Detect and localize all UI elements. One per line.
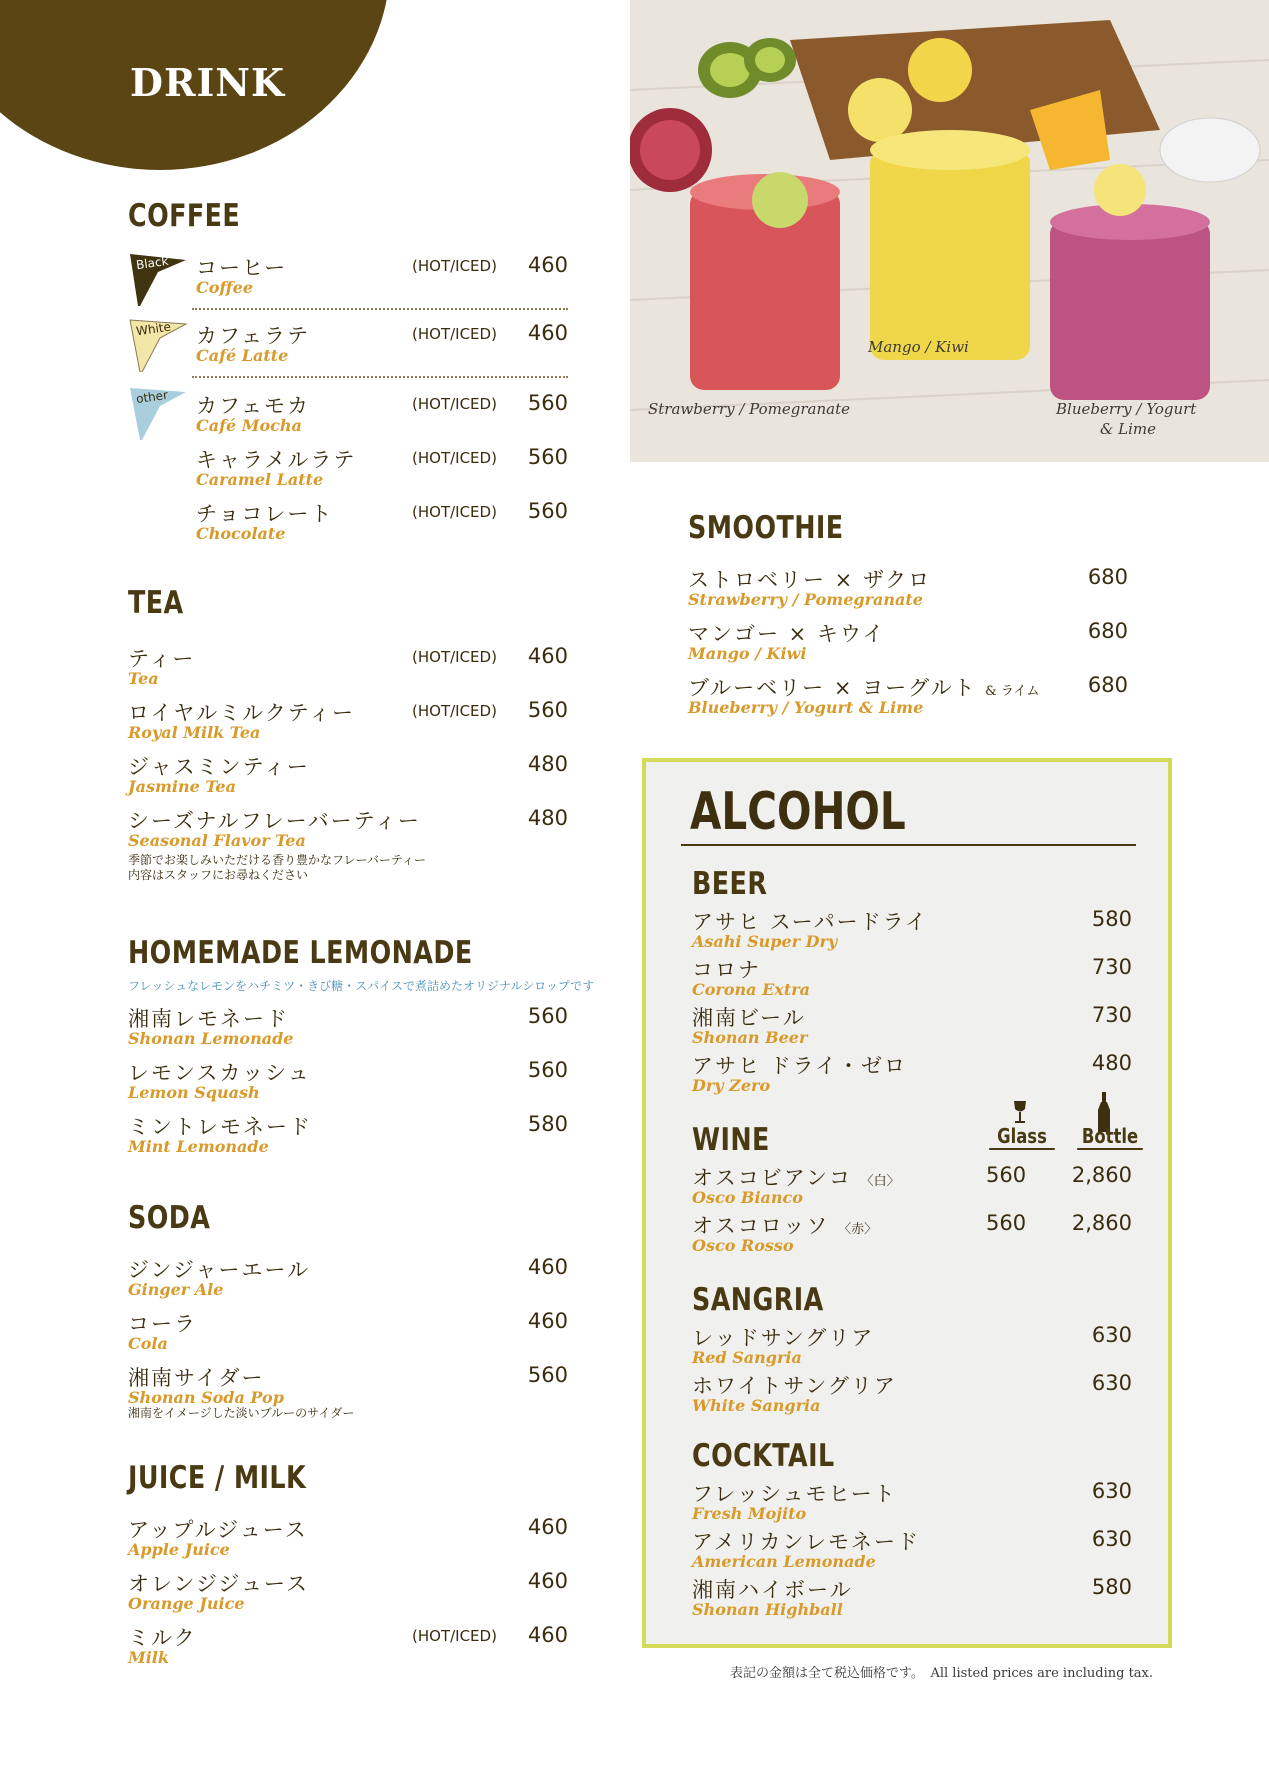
list-item (128, 1514, 568, 1568)
item-bottle-price: 2,860 (1071, 1211, 1132, 1235)
soda-list (128, 1254, 568, 1421)
item-en: American Lemonade (692, 1552, 876, 1571)
item-temp: (HOT/ICED) (412, 648, 497, 666)
item-price: 460 (527, 1515, 568, 1539)
caption-blueberry: Blueberry / Yogurt (1056, 400, 1197, 418)
juice-title: JUICE / MILK (128, 1460, 307, 1496)
item-jp: アサヒ ドライ・ゼロ (692, 1054, 908, 1078)
item-jp: 湘南ビール (692, 1006, 806, 1030)
caption-mango: Mango / Kiwi (868, 338, 969, 356)
list-item (688, 618, 1128, 672)
item-jp: 湘南レモネード (128, 1007, 289, 1031)
col-bottle: Bottle (1077, 1124, 1143, 1150)
item-price: 680 (1087, 565, 1128, 589)
item-en: Strawberry / Pomegranate (688, 590, 923, 609)
alcohol-title: ALCOHOL (690, 782, 906, 842)
item-en: Apple Juice (128, 1540, 230, 1559)
juice-list (128, 1514, 568, 1676)
item-jp: フレッシュモヒート (692, 1482, 897, 1506)
item-en: Café Latte (196, 346, 289, 365)
soda-section (128, 1200, 568, 1420)
list-item (692, 1050, 1132, 1098)
list-item (128, 805, 568, 859)
cocktail-section (692, 1438, 1132, 1622)
item-jp: コーラ (128, 1312, 197, 1336)
item-price: 560 (527, 499, 568, 523)
item-jp: ストロベリー × ザクロ (688, 568, 932, 592)
item-en: Shonan Beer (692, 1028, 808, 1047)
tea-title: TEA (128, 585, 184, 621)
item-jp: コロナ (692, 958, 761, 982)
coffee-section (128, 198, 568, 543)
list-item (692, 1370, 1132, 1418)
item-price: 560 (527, 445, 568, 469)
item-en: Dry Zero (692, 1076, 771, 1095)
item-jp: カフェモカ (196, 394, 310, 418)
item-en: Shonan Highball (692, 1600, 843, 1619)
item-jp-main: ブルーベリー × ヨーグルト (688, 676, 977, 700)
item-jp: ホワイトサングリア (692, 1374, 897, 1398)
list-item (128, 1622, 568, 1676)
juice-section (128, 1460, 568, 1667)
coffee-title: COFFEE (128, 198, 241, 234)
list-item (196, 252, 568, 306)
list-item (688, 672, 1128, 726)
item-bottle-price: 2,860 (1071, 1163, 1132, 1187)
item-price: 630 (1091, 1371, 1132, 1395)
item-price: 460 (527, 1623, 568, 1647)
smoothie-title: SMOOTHIE (688, 510, 844, 546)
item-en: Corona Extra (692, 980, 810, 999)
list-item (128, 1568, 568, 1622)
tea-note-1: 季節でお楽しみいただける香り豊かなフレーバーティー (128, 853, 426, 867)
beer-section (692, 866, 1132, 1098)
item-en: Mint Lemonade (128, 1137, 269, 1156)
alcohol-rule (681, 844, 1136, 846)
smoothie-section (688, 510, 1128, 717)
list-item (128, 643, 568, 697)
item-tag: 〈赤〉 (838, 1222, 878, 1237)
coffee-group-white (196, 320, 568, 374)
item-price: 480 (527, 806, 568, 830)
item-en: Cola (128, 1334, 168, 1353)
item-price: 730 (1091, 1003, 1132, 1027)
list-item (196, 390, 568, 444)
item-en: Coffee (196, 278, 253, 297)
item-jp-main: オスコロッソ (692, 1214, 830, 1238)
sangria-title: SANGRIA (692, 1282, 824, 1318)
item-jp: アサヒ スーパードライ (692, 910, 928, 934)
item-price: 460 (527, 321, 568, 345)
item-price: 460 (527, 1569, 568, 1593)
flag-other-label: other (135, 387, 169, 407)
item-glass-price: 560 (986, 1211, 1027, 1235)
sangria-section (692, 1282, 1132, 1418)
item-en: Jasmine Tea (128, 777, 236, 796)
list-item (692, 906, 1132, 954)
list-item (196, 498, 568, 552)
item-price: 560 (527, 1058, 568, 1082)
item-jp: レモンスカッシュ (128, 1061, 311, 1085)
item-en: Caramel Latte (196, 470, 324, 489)
item-jp: ジャスミンティー (128, 755, 310, 779)
list-item (692, 1162, 1132, 1210)
item-en: Mango / Kiwi (688, 644, 807, 663)
alcohol-panel (642, 758, 1172, 1648)
item-price: 630 (1091, 1323, 1132, 1347)
item-jp: コーヒー (196, 256, 288, 280)
item-temp: (HOT/ICED) (412, 1627, 497, 1645)
wine-title: WINE (692, 1122, 770, 1158)
item-temp: (HOT/ICED) (412, 257, 497, 275)
smoothie-photo (630, 0, 1269, 462)
item-jp: カフェラテ (196, 324, 310, 348)
item-jp: チョコレート (196, 502, 334, 526)
list-item (692, 1478, 1132, 1526)
list-item (688, 564, 1128, 618)
item-temp: (HOT/ICED) (412, 395, 497, 413)
coffee-group-black (196, 252, 568, 306)
flag-other-icon (128, 384, 188, 440)
item-price: 480 (527, 752, 568, 776)
item-price: 680 (1087, 673, 1128, 697)
item-jp: ティー (128, 647, 196, 671)
col-glass: Glass (989, 1124, 1055, 1150)
item-jp: キャラメルラテ (196, 448, 357, 472)
item-en: Fresh Mojito (692, 1504, 807, 1523)
item-en: Milk (128, 1648, 169, 1667)
item-jp: レッドサングリア (692, 1326, 875, 1350)
wine-section (692, 1122, 1139, 1258)
item-en: Osco Bianco (692, 1188, 803, 1207)
item-price: 560 (527, 698, 568, 722)
item-temp: (HOT/ICED) (412, 702, 497, 720)
list-item (128, 751, 568, 805)
item-price: 460 (527, 253, 568, 277)
item-jp: シーズナルフレーバーティー (128, 809, 421, 833)
item-jp: マンゴー × キウイ (688, 622, 886, 646)
divider (192, 376, 568, 378)
item-jp: アップルジュース (128, 1518, 308, 1542)
wine-glass-icon (1012, 1100, 1028, 1124)
item-price: 580 (1091, 907, 1132, 931)
list-item (692, 1210, 1132, 1258)
item-price: 560 (527, 1004, 568, 1028)
item-price: 480 (1091, 1051, 1132, 1075)
item-price: 460 (527, 1309, 568, 1333)
item-en: Shonan Soda Pop (128, 1388, 284, 1407)
lemonade-note: フレッシュなレモンをハチミツ・きび糖・スパイスで煮詰めたオリジナルシロップです (128, 979, 595, 993)
item-jp-suffix: & ライム (985, 684, 1040, 699)
list-item (692, 1574, 1132, 1622)
tax-note: 表記の金額は全て税込価格です。 All listed prices are including tax. (730, 1666, 1154, 1681)
coffee-group-other (196, 390, 568, 552)
list-item (692, 954, 1132, 1002)
item-jp: ジンジャーエール (128, 1258, 311, 1282)
flag-black-icon (128, 250, 188, 306)
item-en: Chocolate (196, 524, 286, 543)
tea-list (128, 643, 568, 883)
item-temp: (HOT/ICED) (412, 325, 497, 343)
item-en: Shonan Lemonade (128, 1029, 294, 1048)
item-temp: (HOT/ICED) (412, 449, 497, 467)
list-item (196, 444, 568, 498)
item-price: 560 (527, 391, 568, 415)
item-en: Red Sangria (692, 1348, 802, 1367)
list-item (128, 1057, 568, 1111)
item-glass-price: 560 (986, 1163, 1027, 1187)
cocktail-title: COCKTAIL (692, 1438, 835, 1474)
list-item (128, 1362, 568, 1416)
tea-note-2: 内容はスタッフにお尋ねください (128, 868, 309, 882)
item-en: Royal Milk Tea (128, 723, 261, 742)
list-item (128, 1111, 568, 1165)
item-en: Orange Juice (128, 1594, 245, 1613)
lemonade-section (128, 935, 595, 1156)
item-price: 630 (1091, 1479, 1132, 1503)
item-en: Asahi Super Dry (692, 932, 838, 951)
flag-white-icon (128, 316, 188, 372)
soda-title: SODA (128, 1200, 211, 1236)
list-item (128, 1003, 568, 1057)
item-jp: 湘南ハイボール (692, 1578, 853, 1602)
item-price: 560 (527, 1363, 568, 1387)
item-price: 730 (1091, 955, 1132, 979)
item-jp: ロイヤルミルクティー (128, 701, 356, 725)
divider (192, 308, 568, 310)
caption-lime: & Lime (1100, 420, 1156, 438)
list-item (128, 1308, 568, 1362)
item-jp: ミルク (128, 1626, 197, 1650)
smoothie-illustration (630, 0, 1269, 462)
item-price: 580 (527, 1112, 568, 1136)
item-jp: オレンジジュース (128, 1572, 309, 1596)
list-item (128, 1254, 568, 1308)
tea-section (128, 585, 568, 882)
list-item (692, 1002, 1132, 1050)
item-price: 680 (1087, 619, 1128, 643)
item-jp-main: オスコビアンコ (692, 1166, 852, 1190)
item-jp: ミントレモネード (128, 1115, 312, 1139)
item-en: Seasonal Flavor Tea (128, 831, 306, 850)
item-en: Café Mocha (196, 416, 302, 435)
item-jp: アメリカンレモネード (692, 1530, 921, 1554)
lemonade-list (128, 1003, 568, 1165)
flag-white-label: White (135, 319, 172, 339)
beer-title: BEER (692, 866, 768, 902)
list-item (692, 1322, 1132, 1370)
item-en: Osco Rosso (692, 1236, 794, 1255)
list-item (128, 697, 568, 751)
item-en: Ginger Ale (128, 1280, 224, 1299)
smoothie-list (688, 564, 1128, 726)
item-tag: 〈白〉 (860, 1174, 900, 1189)
list-item (196, 320, 568, 374)
item-price: 630 (1091, 1527, 1132, 1551)
item-temp: (HOT/ICED) (412, 503, 497, 521)
list-item (692, 1526, 1132, 1574)
item-price: 580 (1091, 1575, 1132, 1599)
soda-note: 湘南をイメージした淡いブルーのサイダー (128, 1406, 355, 1420)
flag-black-label: Black (135, 253, 170, 273)
lemonade-title: HOMEMADE LEMONADE (128, 935, 473, 971)
item-price: 460 (527, 644, 568, 668)
item-en: Lemon Squash (128, 1083, 260, 1102)
page-title: DRINK (130, 60, 286, 105)
caption-strawberry: Strawberry / Pomegranate (648, 400, 850, 418)
item-jp: 湘南サイダー (128, 1366, 265, 1390)
item-en: Tea (128, 669, 159, 688)
item-en: Blueberry / Yogurt & Lime (688, 698, 924, 717)
item-en: White Sangria (692, 1396, 821, 1415)
item-price: 460 (527, 1255, 568, 1279)
